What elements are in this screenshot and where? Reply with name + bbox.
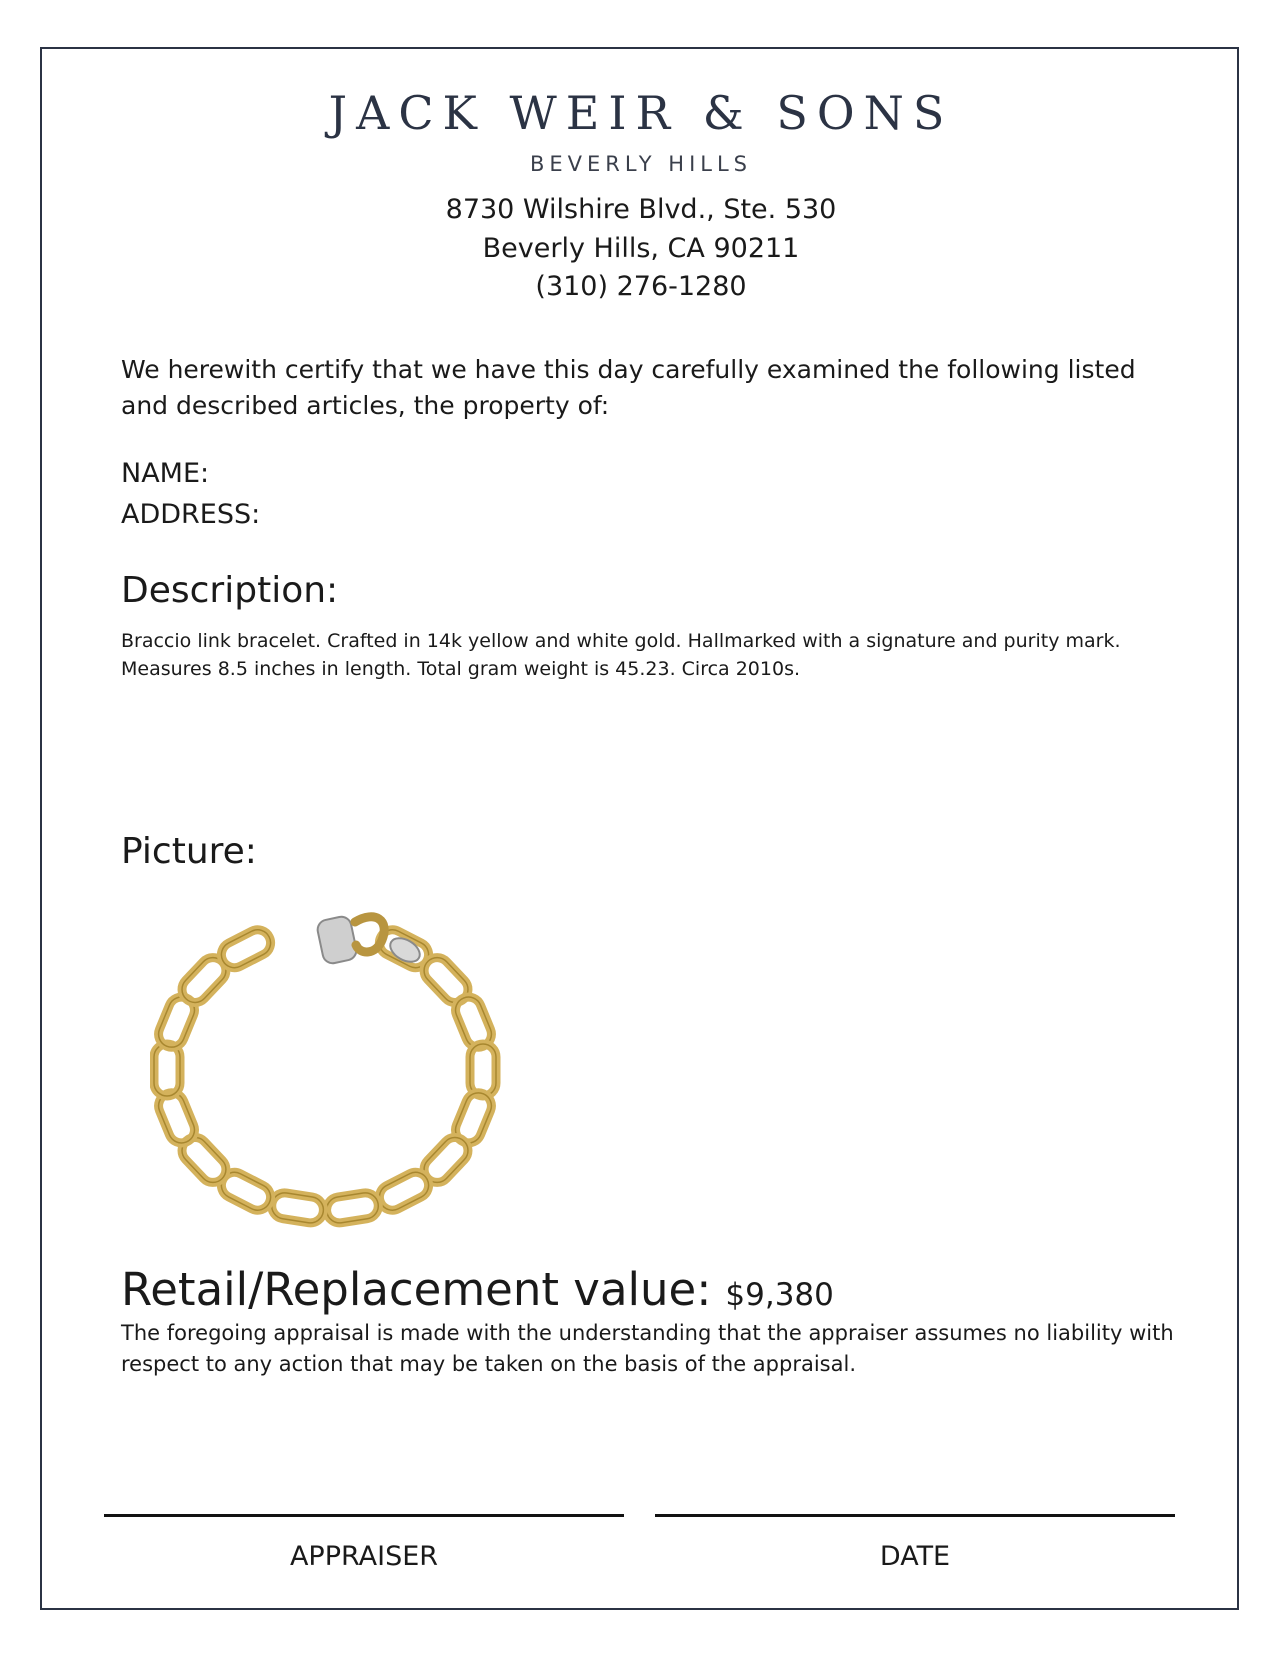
- appraiser-label: APPRAISER: [289, 1541, 439, 1572]
- description-text: Braccio link bracelet. Crafted in 14k yellow and white gold. Hallmarked with a signature and purity mark. Measures 8.5 inches in length. Total gram weight is 45.23. Circa 2010s.: [121, 630, 1121, 680]
- retail-value-label: Retail/Replacement value:: [121, 1263, 712, 1316]
- appraiser-signature-line: [104, 1514, 624, 1517]
- brand-subtitle: BEVERLY HILLS: [529, 152, 753, 176]
- bracelet-link: [270, 1191, 325, 1225]
- date-label: DATE: [879, 1541, 951, 1572]
- phone-number: (310) 276-1280: [535, 271, 747, 302]
- bracelet-photo: [150, 900, 530, 1230]
- disclaimer-text: The foregoing appraisal is made with the understanding that the appraiser assumes no liability with respect to any action that may be taken on the basis of the appraisal.: [121, 1321, 1174, 1376]
- address-line-1: 8730 Wilshire Blvd., Ste. 530: [445, 194, 837, 225]
- date-signature-line: [655, 1514, 1175, 1517]
- picture-heading: Picture:: [121, 831, 257, 872]
- bracelet-link: [325, 1191, 380, 1225]
- clasp: [316, 915, 424, 967]
- bracelet-link: [470, 1044, 496, 1096]
- certification-text: We herewith certify that we have this day carefully examined the following listed and described articles, the property of:: [121, 355, 1136, 420]
- retail-value-row: [121, 1263, 834, 1316]
- bracelet-link: [154, 1044, 180, 1096]
- description-heading: Description:: [121, 570, 339, 611]
- brand-logo: JACK WEIR & SONS: [328, 86, 954, 140]
- address-line-2: Beverly Hills, CA 90211: [482, 233, 800, 264]
- retail-value-amount: $9,380: [725, 1277, 834, 1313]
- name-label: NAME:: [121, 458, 210, 489]
- address-label: ADDRESS:: [121, 499, 261, 530]
